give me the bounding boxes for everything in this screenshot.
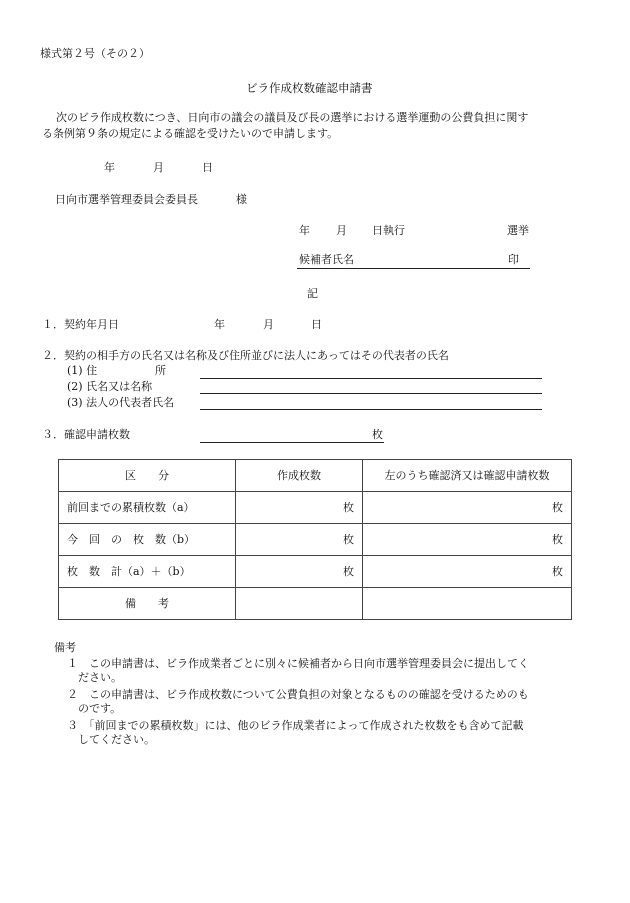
election-day-exec: 日執行 <box>372 224 405 237</box>
row-label: 枚 数 計（a）＋（b） <box>59 556 236 588</box>
election-year: 年 <box>299 224 310 237</box>
note-3a: ３ 「前回までの累積枚数」には、他のビラ作成業者によって作成された枚数をも含めて記載 <box>67 719 524 732</box>
table-header-cell: 作成枚数 <box>236 460 363 492</box>
item1-label: １．契約年月日 <box>42 318 119 331</box>
row-created-count: 枚 <box>236 492 363 524</box>
row-label: 備 考 <box>59 588 236 620</box>
row-confirmed-count: 枚 <box>363 556 572 588</box>
row-confirmed-count: 枚 <box>363 492 572 524</box>
document-title: ビラ作成枚数確認申請書 <box>246 81 373 95</box>
address-line <box>200 378 542 379</box>
table-row <box>59 492 572 524</box>
table-header-cell: 区 分 <box>59 460 236 492</box>
item2-sub3: (3) 法人の代表者氏名 <box>67 396 175 409</box>
note-2b: のです。 <box>78 702 122 715</box>
candidate-name-label: 候補者氏名 <box>299 253 354 266</box>
addressee: 日向市選挙管理委員会委員長 <box>55 193 198 206</box>
table-header-cell: 左のうち確認済又は確認申請枚数 <box>363 460 572 492</box>
table-row <box>59 524 572 556</box>
representative-line <box>200 409 542 410</box>
honorific: 様 <box>236 193 247 206</box>
count-table <box>58 459 572 620</box>
intro-line-1: 次のビラ作成枚数につき、日向市の議会の議員及び長の選挙における選挙運動の公費負担に関す <box>56 111 529 124</box>
item1-day: 日 <box>311 318 322 331</box>
item1-year: 年 <box>214 318 225 331</box>
row-label: 今 回 の 枚 数（b） <box>59 524 236 556</box>
note-3b: してください。 <box>78 733 155 746</box>
name-line <box>200 393 542 394</box>
item3-unit: 枚 <box>372 428 383 441</box>
note-1b: ださい。 <box>78 671 122 684</box>
date-month: 月 <box>153 161 164 174</box>
election-month: 月 <box>336 224 347 237</box>
item2-label: ２．契約の相手方の氏名又は名称及び住所並びに法人にあってはその代表者の氏名 <box>42 349 449 362</box>
form-number: 様式第２号（その２） <box>40 47 150 60</box>
row-label: 前回までの累積枚数（a） <box>59 492 236 524</box>
item2-sub1b: 所 <box>155 364 166 377</box>
item1-month: 月 <box>263 318 274 331</box>
ki-heading: 記 <box>307 287 318 300</box>
intro-line-2: る条例第９条の規定による確認を受けたいので申請します。 <box>42 127 339 140</box>
row-confirmed-count <box>363 588 572 620</box>
table-header-row <box>59 460 572 492</box>
note-1a: １ この申請書は、ビラ作成業者ごとに別々に候補者から日向市選挙管理委員会に提出してく <box>67 657 529 670</box>
election-label: 選挙 <box>507 224 529 237</box>
item2-sub1: (1) 住 <box>67 364 98 377</box>
item3-underline <box>200 442 384 443</box>
row-created-count: 枚 <box>236 524 363 556</box>
row-confirmed-count: 枚 <box>363 524 572 556</box>
row-created-count <box>236 588 363 620</box>
table-row <box>59 588 572 620</box>
item2-sub2: (2) 氏名又は名称 <box>67 380 153 393</box>
notes-heading: 備考 <box>54 641 76 654</box>
table-row <box>59 556 572 588</box>
item3-label: ３．確認申請枚数 <box>42 428 130 441</box>
row-created-count: 枚 <box>236 556 363 588</box>
seal-mark: 印 <box>508 253 519 266</box>
date-day: 日 <box>202 161 213 174</box>
candidate-name-underline <box>297 268 530 269</box>
date-year: 年 <box>104 161 115 174</box>
note-2a: ２ この申請書は、ビラ作成枚数について公費負担の対象となるものの確認を受けるためのも <box>67 688 529 701</box>
